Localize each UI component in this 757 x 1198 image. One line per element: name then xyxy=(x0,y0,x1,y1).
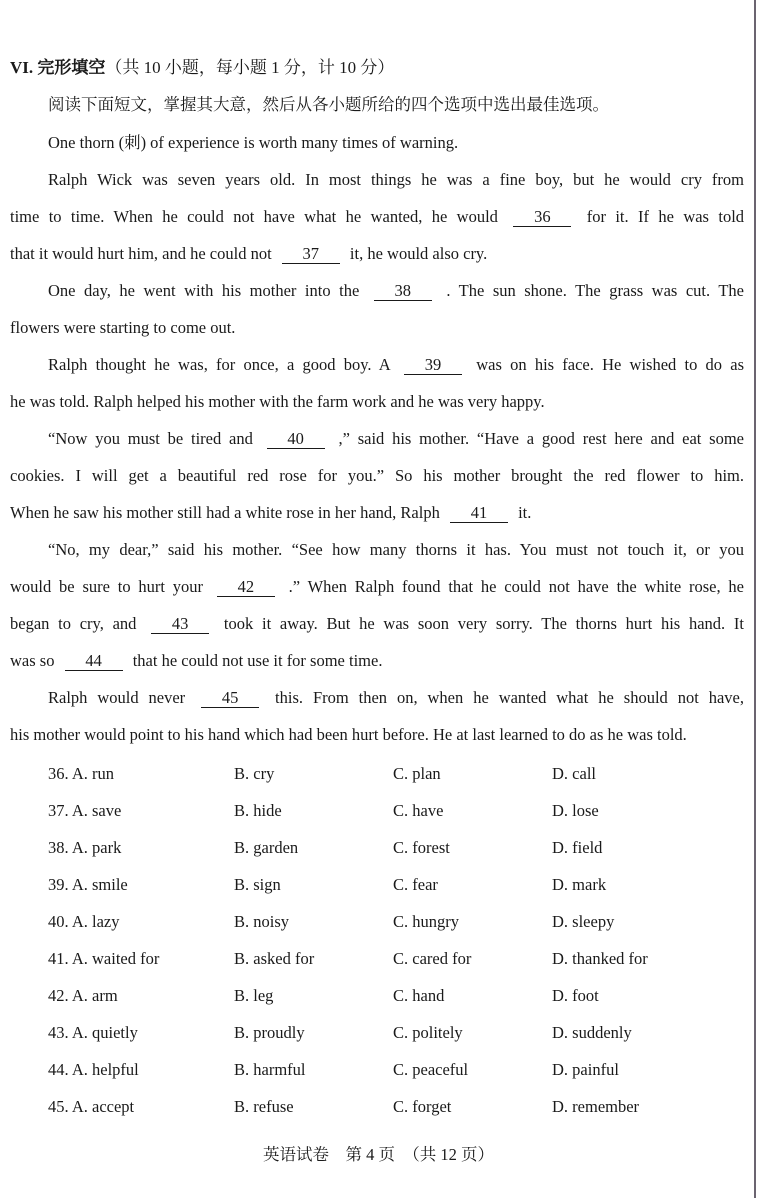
option-d[interactable] xyxy=(552,1058,619,1082)
passage-text: that he could not use it for some time. xyxy=(132,651,383,670)
option-b[interactable] xyxy=(234,873,281,897)
passage-line xyxy=(10,390,545,414)
passage-text: . The sun shone. The grass was cut. The xyxy=(446,281,744,300)
option-text: B. garden xyxy=(234,838,299,857)
page-border-line xyxy=(754,0,756,1198)
passage-line xyxy=(48,168,744,192)
passage-text: Ralph would never xyxy=(48,688,186,707)
option-c[interactable] xyxy=(393,836,450,860)
passage-text: cookies. I will get a beautiful red rose for you.” So his mother brought the red flower to him. xyxy=(10,466,744,485)
passage-text: began to cry, and xyxy=(10,614,137,633)
passage-line xyxy=(48,427,744,451)
option-text: B. cry xyxy=(234,764,275,783)
answer-options xyxy=(48,762,708,1132)
passage-text: it. xyxy=(518,503,532,522)
option-text: A. park xyxy=(71,838,122,857)
passage-title-line: One thorn (刺) of experience is worth many times of warning. xyxy=(48,133,459,152)
passage-text: flowers were starting to come out. xyxy=(10,318,236,337)
passage-line xyxy=(10,575,744,599)
question-number: 36. xyxy=(48,764,69,783)
option-text: D. call xyxy=(552,764,596,783)
passage-text: time to time. When he could not have what he wanted, he would xyxy=(10,207,498,226)
passage-text: .” When Ralph found that he could not have the white rose, he xyxy=(288,577,744,596)
passage-line xyxy=(48,279,744,303)
option-text: C. hand xyxy=(393,986,445,1005)
option-d[interactable] xyxy=(552,947,648,971)
option-a[interactable] xyxy=(48,1095,134,1119)
option-text: D. painful xyxy=(552,1060,619,1079)
option-c[interactable] xyxy=(393,1058,468,1082)
option-text: C. hungry xyxy=(393,912,459,931)
option-b[interactable] xyxy=(234,799,282,823)
option-text: D. thanked for xyxy=(552,949,648,968)
question-row xyxy=(48,836,708,873)
passage-text: was so xyxy=(10,651,55,670)
question-row xyxy=(48,1021,708,1058)
option-b[interactable] xyxy=(234,1021,305,1045)
option-b[interactable] xyxy=(234,984,273,1008)
option-text: B. proudly xyxy=(234,1023,305,1042)
passage-line xyxy=(48,686,744,710)
cloze-blank[interactable]: 38 xyxy=(374,282,432,301)
option-d[interactable] xyxy=(552,984,599,1008)
instruction-text: 阅读下面短文，掌握其大意，然后从各小题所给的四个选项中选出最佳选项。 xyxy=(48,95,609,114)
option-text: C. politely xyxy=(393,1023,463,1042)
question-number: 45. xyxy=(48,1097,69,1116)
question-number: 38. xyxy=(48,838,69,857)
footer-page-number: 第 4 页 xyxy=(345,1145,395,1164)
passage-text: took it away. But he was soon very sorry. The thorns hurt his hand. It xyxy=(223,614,744,633)
option-c[interactable] xyxy=(393,873,438,897)
option-text: A. smile xyxy=(71,875,128,894)
passage-text: When he saw his mother still had a white rose in her hand, Ralph xyxy=(10,503,440,522)
passage-line xyxy=(10,723,687,747)
question-number: 43. xyxy=(48,1023,69,1042)
option-c[interactable] xyxy=(393,947,471,971)
cloze-blank[interactable]: 37 xyxy=(282,245,340,264)
passage-text: he was told. Ralph helped his mother with the farm work and he was very happy. xyxy=(10,392,545,411)
passage-line xyxy=(10,649,382,673)
passage-line xyxy=(10,501,531,525)
page-footer xyxy=(0,1143,757,1167)
option-text: A. save xyxy=(71,801,122,820)
option-text: B. hide xyxy=(234,801,282,820)
option-d[interactable] xyxy=(552,910,614,934)
question-row xyxy=(48,799,708,836)
option-c[interactable] xyxy=(393,762,441,786)
option-text: D. mark xyxy=(552,875,607,894)
question-row xyxy=(48,1095,708,1132)
passage-text: that it would hurt him, and he could not xyxy=(10,244,272,263)
option-c[interactable] xyxy=(393,984,444,1008)
section-title: 完形填空 xyxy=(37,58,106,77)
option-a[interactable] xyxy=(48,984,118,1008)
cloze-blank[interactable]: 44 xyxy=(65,652,123,671)
option-b[interactable] xyxy=(234,1058,306,1082)
passage-text: his mother would point to his hand which had been hurt before. He at last learned to do as he was told. xyxy=(10,725,687,744)
option-a[interactable] xyxy=(48,799,121,823)
option-text: B. sign xyxy=(234,875,281,894)
option-text: A. waited for xyxy=(71,949,160,968)
passage-text: for it. If he was told xyxy=(586,207,745,226)
cloze-blank[interactable]: 36 xyxy=(513,208,571,227)
cloze-blank[interactable]: 45 xyxy=(201,689,259,708)
option-text: B. noisy xyxy=(234,912,290,931)
cloze-blank[interactable]: 41 xyxy=(450,504,508,523)
option-d[interactable] xyxy=(552,762,596,786)
option-a[interactable] xyxy=(48,947,159,971)
question-row xyxy=(48,1058,708,1095)
passage-line xyxy=(10,316,235,340)
passage-text: One day, he went with his mother into the xyxy=(48,281,360,300)
option-c[interactable] xyxy=(393,1021,463,1045)
option-text: D. suddenly xyxy=(552,1023,632,1042)
option-text: D. remember xyxy=(552,1097,640,1116)
option-text: B. leg xyxy=(234,986,274,1005)
section-number: VI. xyxy=(10,58,34,77)
option-c[interactable] xyxy=(393,799,443,823)
passage-text: it, he would also cry. xyxy=(349,244,488,263)
section-heading xyxy=(10,56,394,80)
option-text: A. quietly xyxy=(71,1023,138,1042)
question-row xyxy=(48,910,708,947)
passage-text: was on his face. He wished to do as xyxy=(476,355,744,374)
cloze-blank[interactable]: 42 xyxy=(217,578,275,597)
passage-line xyxy=(10,205,744,229)
option-b[interactable] xyxy=(234,947,314,971)
cloze-blank[interactable]: 43 xyxy=(151,615,209,634)
section-scoring: （共 10 小题，每小题 1 分，计 10 分） xyxy=(105,58,395,77)
footer-subject: 英语试卷 xyxy=(263,1145,329,1164)
option-text: C. have xyxy=(393,801,444,820)
option-text: D. sleepy xyxy=(552,912,615,931)
option-text: C. cared for xyxy=(393,949,472,968)
passage-line xyxy=(10,242,487,266)
cloze-blank[interactable]: 39 xyxy=(404,356,462,375)
passage-line xyxy=(48,538,744,562)
question-row xyxy=(48,762,708,799)
option-text: B. asked for xyxy=(234,949,315,968)
option-text: A. arm xyxy=(71,986,118,1005)
passage-text: ,” said his mother. “Have a good rest here and eat some xyxy=(338,429,744,448)
passage-text: Ralph Wick was seven years old. In most things he was a fine boy, but he would cry from xyxy=(48,170,744,189)
option-a[interactable] xyxy=(48,910,120,934)
option-a[interactable] xyxy=(48,873,128,897)
passage-text: “Now you must be tired and xyxy=(48,429,253,448)
option-text: B. harmful xyxy=(234,1060,306,1079)
option-text: D. field xyxy=(552,838,603,857)
option-text: C. forget xyxy=(393,1097,452,1116)
option-a[interactable] xyxy=(48,836,121,860)
option-b[interactable] xyxy=(234,762,274,786)
option-text: C. peaceful xyxy=(393,1060,469,1079)
option-b[interactable] xyxy=(234,836,298,860)
option-text: A. lazy xyxy=(71,912,120,931)
question-number: 40. xyxy=(48,912,69,931)
question-number: 37. xyxy=(48,801,69,820)
option-b[interactable] xyxy=(234,910,289,934)
option-d[interactable] xyxy=(552,799,599,823)
option-d[interactable] xyxy=(552,873,606,897)
option-text: A. accept xyxy=(71,1097,135,1116)
option-text: B. refuse xyxy=(234,1097,294,1116)
question-number: 44. xyxy=(48,1060,69,1079)
option-c[interactable] xyxy=(393,1095,451,1119)
option-b[interactable] xyxy=(234,1095,294,1119)
passage-line xyxy=(10,464,744,488)
option-a[interactable] xyxy=(48,762,114,786)
option-text: D. lose xyxy=(552,801,599,820)
question-number: 39. xyxy=(48,875,69,894)
question-row xyxy=(48,873,708,910)
option-a[interactable] xyxy=(48,1021,138,1045)
question-number: 41. xyxy=(48,949,69,968)
cloze-blank[interactable]: 40 xyxy=(267,430,325,449)
passage-text: would be sure to hurt your xyxy=(10,577,204,596)
option-text: D. foot xyxy=(552,986,599,1005)
option-d[interactable] xyxy=(552,1021,632,1045)
footer-total-pages: （共 12 页） xyxy=(403,1145,494,1164)
option-d[interactable] xyxy=(552,836,602,860)
option-text: C. forest xyxy=(393,838,450,857)
option-a[interactable] xyxy=(48,1058,139,1082)
question-number: 42. xyxy=(48,986,69,1005)
option-d[interactable] xyxy=(552,1095,639,1119)
option-text: C. fear xyxy=(393,875,438,894)
option-text: A. run xyxy=(71,764,115,783)
question-row xyxy=(48,984,708,1021)
passage-text: this. From then on, when he wanted what he should not have, xyxy=(275,688,745,707)
option-text: C. plan xyxy=(393,764,441,783)
question-row xyxy=(48,947,708,984)
passage-line xyxy=(48,353,744,377)
passage-text: “No, my dear,” said his mother. “See how many thorns it has. You must not touch it, or you xyxy=(48,540,744,559)
option-c[interactable] xyxy=(393,910,459,934)
passage-line xyxy=(10,612,744,636)
option-text: A. helpful xyxy=(71,1060,139,1079)
passage-text: Ralph thought he was, for once, a good boy. A xyxy=(48,355,390,374)
